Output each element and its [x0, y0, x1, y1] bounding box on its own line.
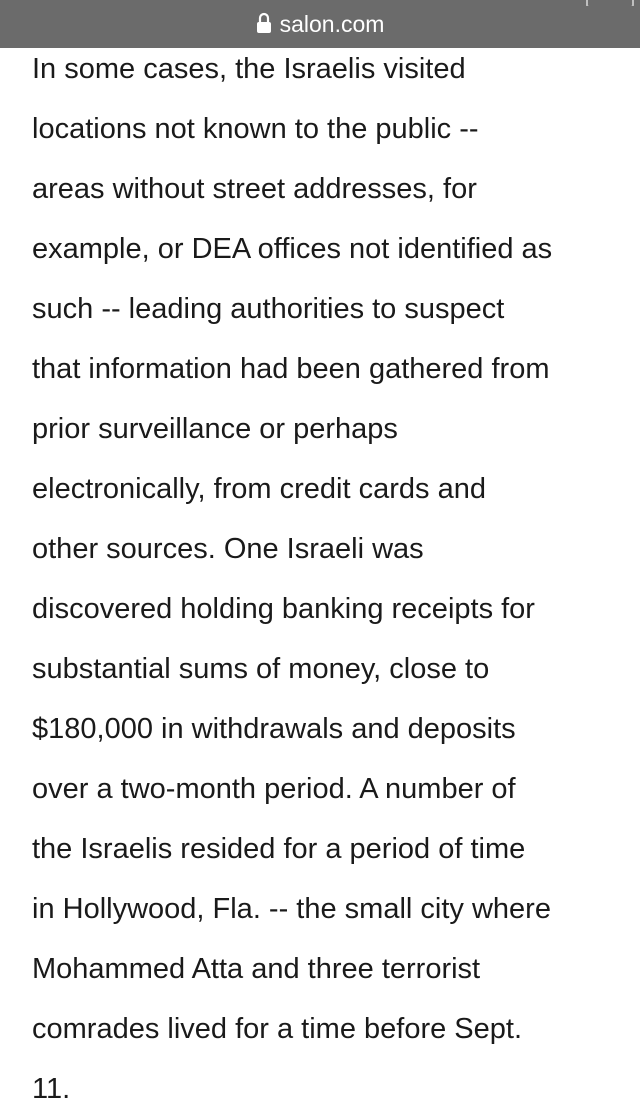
status-bar — [0, 0, 640, 6]
article-paragraph: In some cases, the Israelis visited locations not known to the public -- areas without street addresses, for example, or DEA offices not identified as such -- leading authorities to suspect that information had been gathered from prior surveillance or perhaps electronically, from credit cards and other sources. One Israeli was discovered holding banking receipts for substantial sums of money, close to $180,000 in withdrawals and deposits over a two-month period. A number of the Israelis resided for a period of time in Hollywood, Fla. -- the small city where Mohammed Atta and three terrorist comrades lived for a time before Sept. 11. — [32, 53, 553, 1105]
url-text[interactable]: salon.com — [279, 10, 385, 37]
lock-icon — [256, 12, 272, 34]
battery-icon — [586, 0, 634, 6]
signal-icon — [8, 0, 48, 4]
